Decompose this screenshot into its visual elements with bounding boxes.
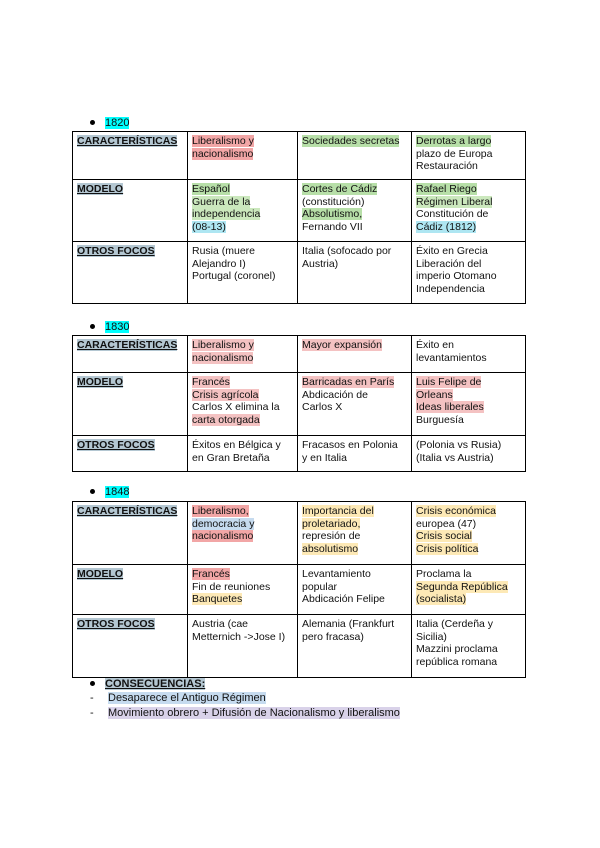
row-header (73, 132, 188, 180)
cell-text: MODELO (77, 183, 124, 195)
cell-text: carta otorgada (192, 413, 260, 426)
cell (298, 565, 412, 615)
cell (412, 242, 526, 304)
cell-text: Crisis agrícola (192, 388, 259, 401)
cell-text: Sicilia) (416, 630, 447, 643)
table-row (73, 565, 526, 615)
cell-text: Luis Felipe de (416, 376, 482, 388)
year-label: 1820 (105, 117, 130, 129)
cell-text: república romana (416, 655, 498, 668)
cell (298, 373, 412, 436)
cell-text: (constitución) (302, 195, 365, 208)
cell (298, 615, 412, 678)
cell-text: Crisis económica (416, 505, 496, 517)
cell-text: Italia (Cerdeña y (416, 618, 494, 630)
cell-text: Crisis social (416, 530, 473, 542)
cell (188, 242, 298, 304)
cell (412, 502, 526, 565)
table-row (73, 615, 526, 678)
row-header (73, 336, 188, 373)
cell-text: Portugal (coronel) (192, 270, 276, 282)
cell-text: Constitución de (416, 208, 489, 220)
cell-text: Régimen Liberal (416, 195, 493, 208)
cell-text: Orleans (416, 388, 453, 401)
cell-text: Rafael Riego (416, 183, 477, 195)
cell-text: Alejandro I) (192, 257, 246, 270)
cell-text: Francés (192, 376, 230, 388)
table-row (73, 373, 526, 436)
cell-text: Barricadas en París (302, 376, 395, 388)
cell-text: Carlos X (302, 401, 343, 413)
cell-text: europea (47) (416, 517, 477, 530)
table-row (73, 180, 526, 242)
year-bullet-1820 (90, 117, 129, 130)
cell (412, 373, 526, 436)
cell-text: (08-13) (192, 220, 226, 233)
cell-text: Restauración (416, 160, 478, 172)
cell-text: Liberalismo y (192, 135, 254, 147)
cell-text: pero fracasa) (302, 630, 364, 643)
cell-text: Absolutismo, (302, 208, 363, 220)
cell-text: popular (302, 580, 338, 593)
cell (298, 436, 412, 472)
cell-text: Metternich ->Jose I) (192, 630, 286, 643)
cell-text: imperio Otomano (416, 270, 497, 282)
row-header (73, 565, 188, 615)
table-row (73, 336, 526, 373)
cell-text: Guerra de la (192, 195, 251, 208)
cell-text: proletariado, (302, 517, 361, 530)
cell-text: Carlos X elimina la (192, 401, 280, 413)
cell-text: independencia (192, 208, 261, 220)
year-label: 1830 (105, 321, 130, 333)
cell (298, 336, 412, 373)
row-header (73, 373, 188, 436)
row-header (73, 502, 188, 565)
cell-text: Derrotas a largo (416, 135, 492, 147)
cell-text: Cortes de Cádiz (302, 183, 378, 195)
cell-text: Segunda República (416, 580, 508, 593)
cell-text: Austria (cae (192, 618, 249, 630)
bullet-icon (90, 489, 95, 494)
cell-text: Austria) (302, 257, 339, 270)
cell-text: Liberalismo, (192, 505, 249, 517)
table-row (73, 242, 526, 304)
year-bullet-1830 (90, 321, 129, 334)
dash-icon: - (90, 692, 94, 704)
cell-text: Movimiento obrero + Difusión de Nacionalismo y liberalismo (108, 707, 400, 719)
cell-text: OTROS FOCOS (77, 439, 155, 451)
bullet-icon (90, 681, 95, 686)
cell-text: Éxito en Grecia (416, 245, 488, 257)
cell (298, 180, 412, 242)
cell-text: (Polonia vs Rusia) (416, 439, 502, 451)
cell-text: Alemania (Frankfurt (302, 618, 395, 630)
table-1820 (72, 131, 526, 304)
cell (188, 336, 298, 373)
cell (412, 132, 526, 180)
cell (412, 180, 526, 242)
cell-text: Levantamiento (302, 568, 371, 580)
cell-text: represión de (302, 530, 361, 542)
cell-text: (socialista) (416, 593, 467, 605)
cell (298, 242, 412, 304)
table-row (73, 436, 526, 472)
cell (188, 502, 298, 565)
cell-text: Independencia (416, 282, 485, 295)
cell-text: y en Italia (302, 451, 347, 464)
cell-text: nacionalismo (192, 351, 254, 364)
cell-text: nacionalismo (192, 530, 254, 542)
cell-text: absolutismo (302, 542, 359, 555)
cell-text: Éxitos en Bélgica y (192, 439, 281, 451)
consecuencias-heading (90, 677, 205, 692)
cell (298, 502, 412, 565)
cell-text: Burguesía (416, 413, 464, 426)
cell-text: CARACTERÍSTICAS (77, 339, 178, 351)
cell (188, 615, 298, 678)
cell-text: Cádiz (1812) (416, 220, 477, 233)
cell (412, 615, 526, 678)
cell-text: Fracasos en Polonia (302, 439, 398, 451)
cell (188, 373, 298, 436)
bullet-icon (90, 120, 95, 125)
cell-text: Rusia (muere (192, 245, 256, 257)
cell (188, 180, 298, 242)
cell-text: Abdicación de (302, 388, 368, 401)
cell-text: Proclama la (416, 568, 472, 580)
cell-text: (Italia vs Austria) (416, 451, 494, 464)
cell-text: Desaparece el Antiguo Régimen (108, 692, 266, 704)
cell-text: Italia (sofocado por (302, 245, 392, 257)
cell-text: Mayor expansión (302, 339, 382, 351)
cell (412, 336, 526, 373)
cell-text: en Gran Bretaña (192, 451, 270, 464)
row-header (73, 242, 188, 304)
cell-text: CARACTERÍSTICAS (77, 135, 178, 147)
cell-text: Liberación del (416, 257, 482, 270)
consecuencias-item (90, 691, 266, 706)
cell-text: Francés (192, 568, 230, 580)
year-label: 1848 (105, 486, 130, 498)
cell-text: Fin de reuniones (192, 580, 271, 593)
cell-text: MODELO (77, 568, 124, 580)
table-1830 (72, 335, 526, 472)
row-header (73, 180, 188, 242)
dash-icon: - (90, 707, 94, 719)
cell-text: Ideas liberales (416, 401, 484, 413)
cell-text: Sociedades secretas (302, 135, 400, 147)
cell-text: MODELO (77, 376, 124, 388)
table-row (73, 132, 526, 180)
bullet-icon (90, 324, 95, 329)
cell (188, 436, 298, 472)
cell-text: Mazzini proclama (416, 643, 498, 655)
cell-text: democracia y (192, 517, 255, 530)
row-header (73, 615, 188, 678)
cell (298, 132, 412, 180)
cell (412, 436, 526, 472)
cell-text: Abdicación Felipe (302, 593, 385, 605)
year-bullet-1848 (90, 486, 129, 499)
cell-text: CARACTERÍSTICAS (77, 505, 178, 517)
cell-text: nacionalismo (192, 147, 254, 160)
cell-text: Éxito en (416, 339, 454, 351)
table-1848 (72, 501, 526, 678)
cell-text: Crisis política (416, 542, 479, 555)
cell (412, 565, 526, 615)
cell-text: CONSECUENCIAS: (105, 678, 206, 690)
cell-text: Banquetes (192, 593, 243, 605)
cell-text: Importancia del (302, 505, 374, 517)
cell-text: levantamientos (416, 351, 487, 364)
row-header (73, 436, 188, 472)
cell-text: Fernando VII (302, 220, 363, 233)
cell-text: Español (192, 183, 230, 195)
cell-text: plazo de Europa (416, 147, 493, 160)
consecuencias-item (90, 706, 400, 721)
cell-text: OTROS FOCOS (77, 618, 155, 630)
cell-text: OTROS FOCOS (77, 245, 155, 257)
table-row (73, 502, 526, 565)
cell-text: Liberalismo y (192, 339, 254, 351)
cell (188, 565, 298, 615)
cell (188, 132, 298, 180)
